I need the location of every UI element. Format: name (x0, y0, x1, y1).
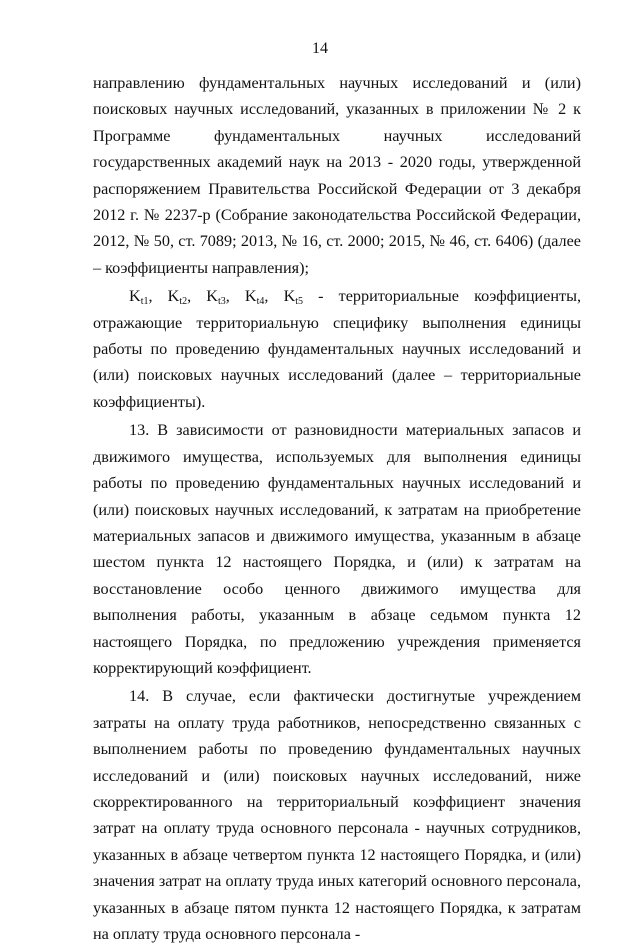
paragraph-territorial-coefficients (93, 283, 581, 415)
coefficient-k3: $K_{t3}$, (206, 287, 245, 308)
document-body (93, 70, 581, 947)
coefficient-k5: $K_{t5}$ (283, 287, 304, 308)
paragraph-continuation: направлению фундаментальных научных исследований и (или) поисковых научных исследований, указанных в приложении № 2 к Программе фундаментальных научных исследований государственных академий наук на 2013 - 2020 годы, утвержденной распоряжением Правительства Российской Федерации от 3 декабря 2012 г. № 2237-р (Собрание законодательства Российской Федерации, 2012, № 50, ст. 7089; 2013, № 16, ст. 2000; 2015, № 46, ст. 6406) (далее – коэффициенты направления); (93, 74, 581, 277)
page-number: 14 (312, 40, 328, 57)
coefficient-k4: $K_{t4}$, (244, 287, 284, 308)
coefficient-k2: $K_{t2}$, (167, 287, 207, 308)
paragraph-territorial-text: - территориальные коэффициенты, отражающие территориальную специфику выполнения единицы работы по проведению фундаментальных научных исследований и (или) поисковых научных исследований (далее – территориальные коэффициенты). (93, 287, 581, 411)
coefficient-k1: $K_{t1}$, (129, 287, 168, 308)
paragraph-14: 14. В случае, если фактически достигнутые учреждением затраты на оплату труда работников, непосредственно связанных с выполнением работы по проведению фундаментальных научных исследований и (или) поисковых научных исследований, ниже скорректированного на территориальный коэффициент значения затрат на оплату труда основного персонала - научных сотрудников, указанных в абзаце четвертом пункта 12 настоящего Порядка, и (или) значения затрат на оплату труда иных категорий основного персонала, указанных в абзаце пятом пункта 12 настоящего Порядка, к затратам на оплату труда основного персонала - (93, 687, 581, 943)
coefficient-symbols (129, 287, 304, 308)
paragraph-13: 13. В зависимости от разновидности материальных запасов и движимого имущества, используемых для выполнения единицы работы по проведению фундаментальных научных исследований и (или) поисковых научных исследований, к затратам на приобретение материальных запасов и движимого имущества, указанным в абзаце шестом пункта 12 настоящего Порядка, и (или) к затратам на восстановление особо ценного движимого имущества для выполнения работы, указанным в абзаце седьмом пункта 12 настоящего Порядка, по предложению учреждения применяется корректирующий коэффициент. (93, 421, 581, 677)
